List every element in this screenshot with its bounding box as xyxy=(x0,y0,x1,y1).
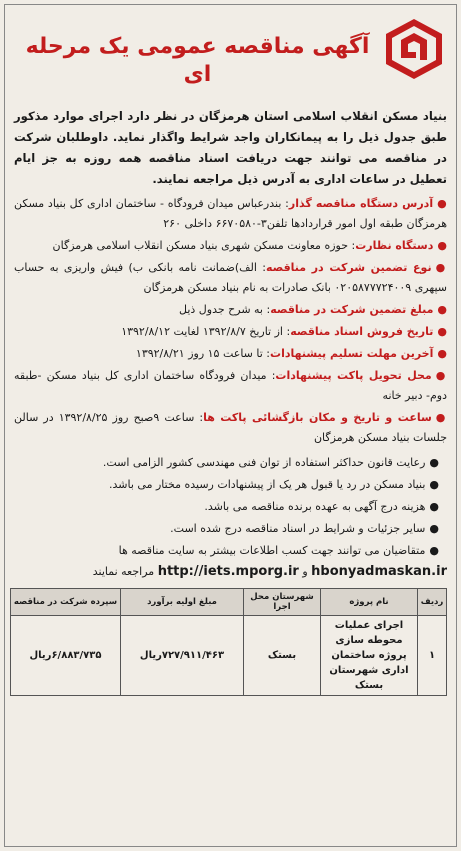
header-project-name: نام پروژه xyxy=(321,589,418,616)
list-item: ●بنیاد مسکن در رد یا قبول هر یک از پیشنهادات رسیده مختار می باشد. xyxy=(109,478,439,491)
website-link-hbonyadmaskan[interactable]: hbonyadmaskan.ir xyxy=(311,564,447,579)
bullet-icon: ● xyxy=(437,197,447,210)
list-item: ●دستگاه نظارت: حوزه معاونت مسکن شهری بنیاد مسکن انقلاب اسلامی هرمزگان xyxy=(52,239,447,252)
page-title: آگهی مناقصه عمومی یک مرحله ای xyxy=(25,34,370,87)
bullet-icon: ● xyxy=(437,325,447,338)
list-item: ●متقاضیان می توانند جهت کسب اطلاعات بیشتر به سایت مناقصه ها xyxy=(118,544,439,557)
list-item: ●مبلغ تضمین شرکت در مناقصه: به شرح جدول ذیل xyxy=(178,303,447,316)
bullet-icon: ● xyxy=(437,347,447,360)
bullet-icon: ● xyxy=(429,500,439,513)
bullet-icon: ● xyxy=(435,261,447,274)
header-row-number: ردیف xyxy=(418,589,447,616)
list-item: ●هزینه درج آگهی به عهده برنده مناقصه می باشد. xyxy=(204,500,439,513)
bullet-icon: ● xyxy=(429,522,439,535)
list-item: ●آدرس دستگاه مناقصه گذار: بندرعباس میدان فرودگاه - ساختمان اداری کل بنیاد مسکن هرمزگان طبقه اول امور قراردادها تلفن۳-۶۶۷۰۵۸۰ داخلی ۲۶۰ xyxy=(14,197,447,230)
intro-paragraph: بنیاد مسکن انقلاب اسلامی استان هرمزگان در نظر دارد اجرای موارد مذکور طبق جدول ذیل را به پیمانکاران واجد شرایط واگذار نماید. داوطلبان شرکت در مناقصه می توانند جهت دریافت اسناد مناقصه همه روزه به جز ایام تعطیل در ساعات اداری به آدرس ذیل مراجعه نمایند. xyxy=(14,109,447,186)
details-list xyxy=(8,194,453,448)
header-deposit: سپرده شرکت در مناقصه xyxy=(11,589,121,616)
notes-list xyxy=(8,452,453,562)
header-city: شهرستان محل اجرا xyxy=(244,589,321,616)
cell-deposit: ۶/۸۸۳/۷۳۵ریال xyxy=(11,616,121,696)
website-link-iets[interactable]: http://iets.mporg.ir xyxy=(157,564,299,579)
list-item: ●نوع تضمین شرکت در مناقصه: الف)ضمانت نامه بانکی ب) فیش واریزی به حساب سپهری ۰۲۰۵۸۷۷۷۲۴۰۰۹ بانک صادرات به نام بنیاد مسکن هرمزگان xyxy=(14,261,447,294)
list-item: ●رعایت قانون حداکثر استفاده از توان فنی مهندسی کشور الزامی است. xyxy=(102,456,439,469)
list-item: ●ساعت و تاریخ و مکان بازگشائی پاکت ها: ساعت ۹صبح روز ۱۳۹۲/۸/۲۵ در سالن جلسات بنیاد مسکن هرمزگان xyxy=(14,411,447,444)
header-estimate: مبلغ اولیه برآورد xyxy=(121,589,244,616)
cell-estimate: ۷۲۷/۹۱۱/۴۶۳ریال xyxy=(121,616,244,696)
cell-row-number: ۱ xyxy=(418,616,447,696)
notice-header xyxy=(8,6,453,88)
bonyad-maskan-logo-icon xyxy=(381,16,447,82)
bullet-icon: ● xyxy=(429,544,439,557)
list-item: ●تاریخ فروش اسناد مناقصه: از تاریخ ۱۳۹۲/۸/۷ لغایت ۱۳۹۲/۸/۱۲ xyxy=(121,325,447,338)
bullet-icon: ● xyxy=(429,456,439,469)
bullet-icon: ● xyxy=(437,239,447,252)
cell-city: بستک xyxy=(244,616,321,696)
bullet-icon: ● xyxy=(435,369,447,382)
list-item: ●سایر جزئیات و شرایط در اسناد مناقصه درج شده است. xyxy=(170,522,439,535)
websites-line: hbonyadmaskan.ir و http://iets.mporg.ir مراجعه نمایند xyxy=(92,564,447,579)
bullet-icon: ● xyxy=(435,411,447,424)
tender-table xyxy=(10,588,447,696)
cell-project-name: اجرای عملیات محوطه سازی پروژه ساختمان اداری شهرستان بستک xyxy=(321,616,418,696)
bullet-icon: ● xyxy=(437,303,447,316)
list-item: ●آخرین مهلت تسلیم پیشنهادات: تا ساعت ۱۵ روز ۱۳۹۲/۸/۲۱ xyxy=(135,347,447,360)
list-item: ●محل تحویل پاکت پیشنهادات: میدان فرودگاه ساختمان اداری کل بنیاد مسکن -طبقه دوم- دبیر خانه xyxy=(14,369,447,402)
table-header-row xyxy=(11,589,447,616)
table-row xyxy=(11,616,447,696)
bullet-icon: ● xyxy=(429,478,439,491)
